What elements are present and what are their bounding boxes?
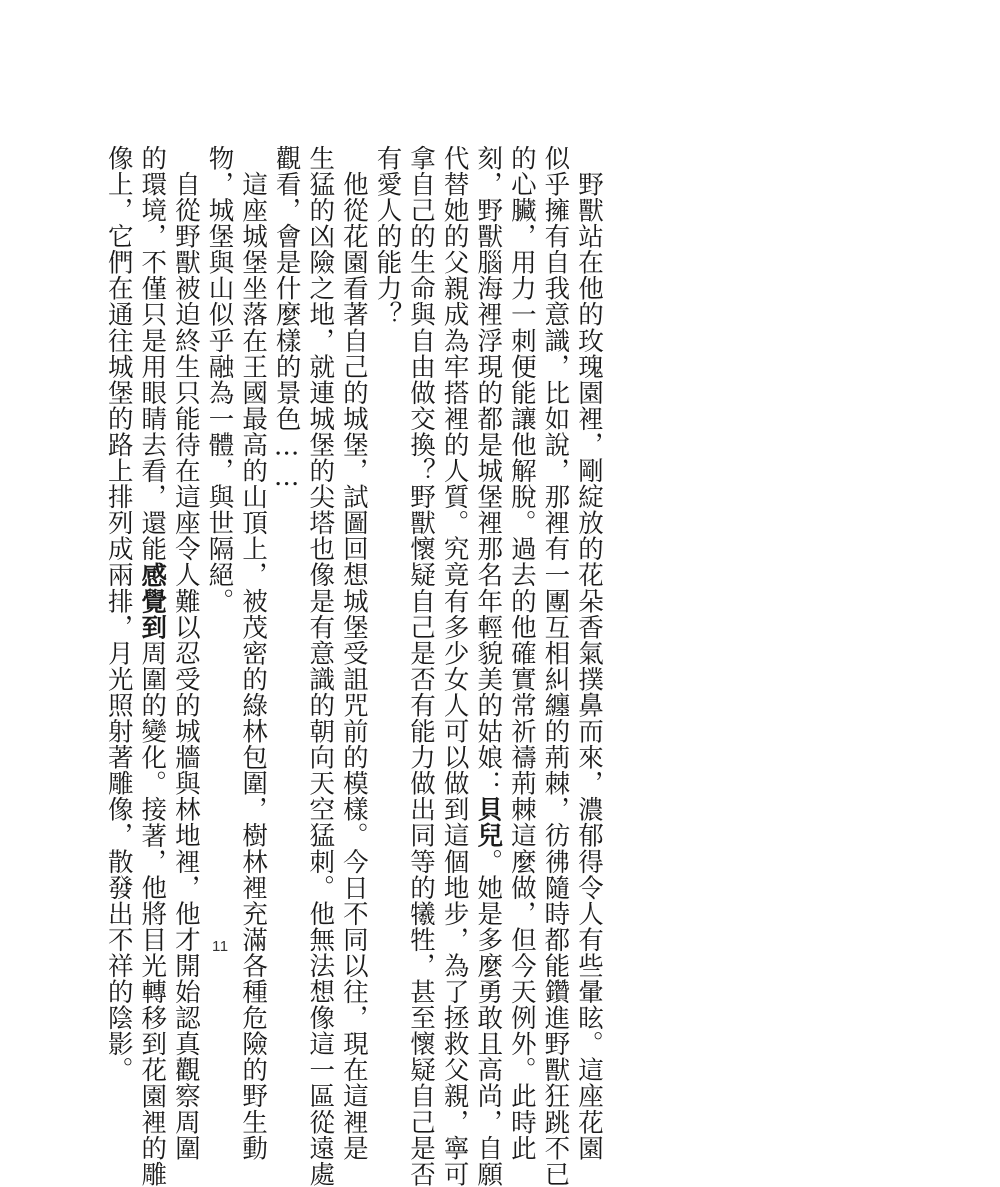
paragraph-2-line-2: 生猛的凶險之地，就連城堡的尖塔也像是有意識的朝向天空猛刺。他無法想像這一區從遠處 [305, 145, 336, 1187]
paragraph-4-line-1: 自從野獸被迫終生只能待在這座令人難以忍受的城牆與林地裡，他才開始認真觀察周圍 [170, 145, 201, 1161]
paragraph-1-line-7: 有愛人的能力？ [372, 145, 403, 328]
paragraph-4-line-2-tail: 周圍的變化。接著，他將目光轉移到花園裡的雕 [137, 639, 168, 1187]
paragraph-1-line-4 [471, 145, 505, 1187]
paragraph-3-line-2: 物，城堡與山似乎融為一體，與世隔絕。 [204, 145, 235, 614]
paragraph-1-line-2: 似乎擁有自我意識，比如說，那裡有一團互相糾纏的荊棘，彷彿隨時都能鑽進野獸狂跳不已 [540, 145, 571, 1187]
paragraph-1-line-6: 拿自己的生命與自由做交換？野獸懷疑自己是否有能力做出同等的犧牲，甚至懷疑自己是否 [406, 145, 437, 1187]
paragraph-1-line-4-text: 刻，野獸腦海裡浮現的都是城堡裡那名年輕貌美的姑娘： [473, 145, 504, 797]
paragraph-1-line-1: 野獸站在他的玫瑰園裡，剛綻放的花朵香氣撲鼻而來，濃郁得令人有些暈眩。這座花園 [574, 145, 604, 1161]
paragraph-4-line-3: 像上，它們在通往城堡的路上排列成兩排，月光照射著雕像，散發出不祥的陰影。 [103, 145, 134, 1083]
page-number: 11 [212, 938, 229, 955]
paragraph-1-line-4-tail: 。她是多麼勇敢且高尚，自願 [473, 848, 504, 1187]
paragraph-4-line-2 [135, 145, 169, 1187]
emphasis-feel: 感覺到 [137, 561, 168, 640]
paragraph-2-line-3: 觀看，會是什麼樣的景色…… [271, 145, 302, 493]
paragraph-1-line-3: 的心臟，用力一刺便能讓他解脫。過去的他確實常祈禱荊棘這麼做，但今天例外。此時此 [506, 145, 537, 1161]
paragraph-2-line-1: 他從花園看著自己的城堡，試圖回想城堡受詛咒前的模樣。今日不同以往，現在這裡是 [338, 145, 369, 1161]
paragraph-4-line-2-text: 的環境，不僅只是用眼睛去看，還能 [137, 145, 168, 562]
name-belle: 貝兒 [473, 796, 504, 849]
paragraph-1-line-5: 代替她的父親成為牢搭裡的人質。究竟有多少女人可以做到這個地步，為了拯救父親，寧可 [439, 145, 470, 1187]
paragraph-3-line-1: 這座城堡坐落在王國最高的山頂上，被茂密的綠林包圍，樹林裡充滿各種危險的野生動 [238, 145, 269, 1161]
